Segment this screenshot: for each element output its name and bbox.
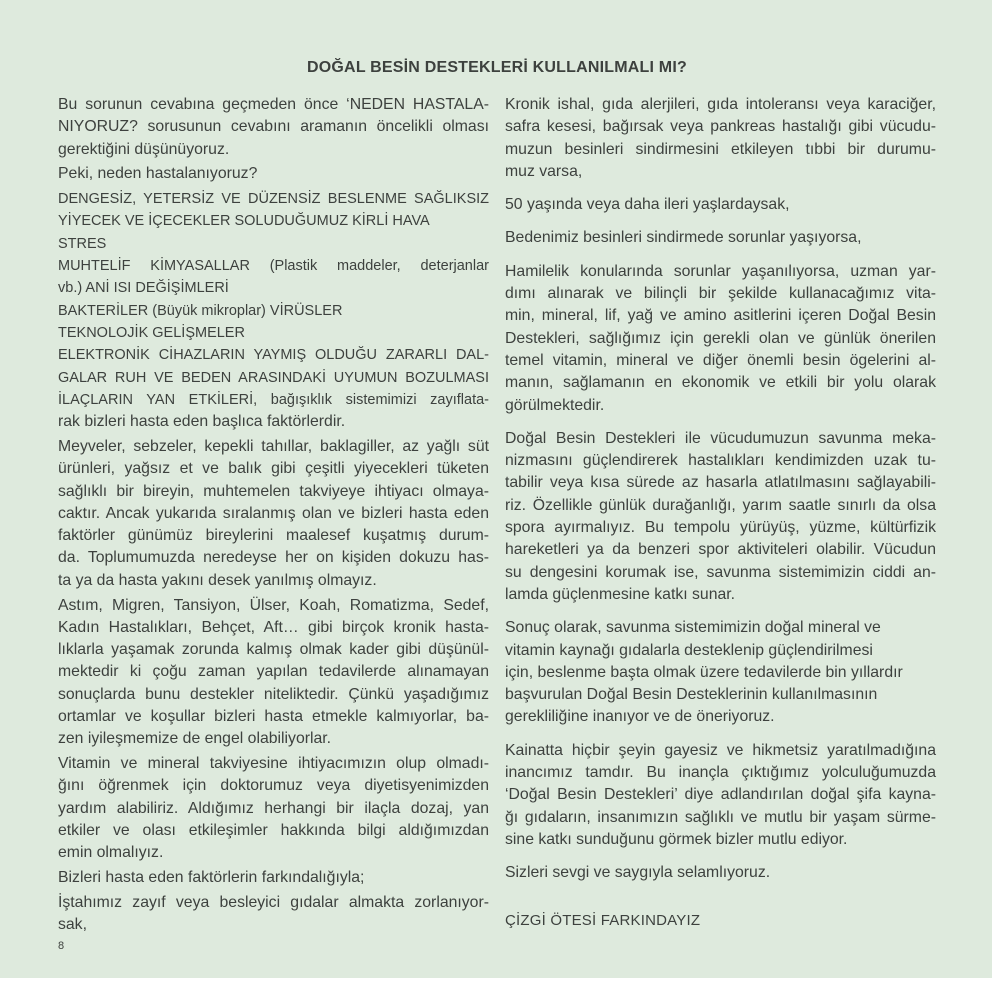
paragraph: [505, 194, 936, 216]
text-line: Doğal Besin Destekleri ile vücudumuzun savunma meka-: [505, 429, 936, 447]
text-line: riz. Özellikle günlük durağanlığı, yarım saatle sınırlı da olsa: [505, 496, 936, 514]
text-line: MUHTELİF KİMYASALLAR (Plastik maddeler, deterjanlar: [58, 258, 489, 275]
text-line: vb.) ANİ ISI DEĞİŞİMLERİ: [58, 280, 229, 297]
text-line: sağlıklı bir bireyin, muhtemelen takviyeye ihtiyacı olmaya-: [58, 482, 489, 500]
text-line: Sonuç olarak, savunma sistemimizin doğal mineral ve: [505, 619, 881, 637]
text-line: dımı alınarak ve bilinçli bir şekilde kullanacağımız vita-: [505, 285, 936, 303]
paragraph: [505, 227, 936, 249]
paragraph: [505, 740, 936, 851]
text-line: temel vitamin, mineral ve diğer önemli besin ögelerini al-: [505, 351, 936, 369]
text-line: gerektiğini düşünüyoruz.: [58, 140, 230, 158]
text-line: vitamin kaynağı gıdalarla desteklenip güçlendirilmesi: [505, 641, 873, 659]
text-line: sak,: [58, 916, 87, 934]
paragraph: [505, 261, 936, 417]
paragraph: [58, 753, 489, 864]
text-line: inancımız tamdır. Bu inançla çıktığımız yolculuğumuzda: [505, 764, 936, 782]
text-line: DENGESİZ, YETERSİZ VE DÜZENSİZ BESLENME SAĞLIKSIZ: [58, 191, 489, 208]
text-line: görülmektedir.: [505, 396, 605, 414]
page-title: DOĞAL BESİN DESTEKLERİ KULLANILMALI MI?: [307, 59, 687, 76]
text-line: min, mineral, lif, yağ ve amino asitlerini içeren Doğal Besin: [505, 307, 936, 325]
text-line: STRES: [58, 235, 107, 252]
text-line: faktörler günümüz bireylerini maalesef kuşatmış durum-: [58, 527, 489, 545]
text-line: Sizleri sevgi ve saygıyla selamlıyoruz.: [505, 864, 771, 882]
text-line: Kronik ishal, gıda alerjileri, gıda intoleransı veya karaciğer,: [505, 96, 936, 113]
paragraph: [58, 188, 489, 433]
bottom-white-strip: [0, 978, 992, 992]
paragraph: [505, 94, 936, 183]
text-line: emin olmalıyız.: [58, 844, 164, 862]
two-column-layout: [58, 94, 936, 953]
text-line: sine katkı sunduğunu görmek bizler mutlu ediyor.: [505, 830, 848, 848]
paragraph: [58, 892, 489, 937]
text-line: Bizleri hasta eden faktörlerin farkındalığıyla;: [58, 869, 365, 887]
left-column: [58, 94, 489, 953]
text-line: ürünleri, yağsız et ve balık gibi çeşitli yiyecekleri tüketen: [58, 460, 489, 478]
paragraph: [58, 163, 489, 185]
text-line: rak bizleri hasta eden başlıca faktörlerdir.: [58, 413, 346, 431]
right-column: [505, 94, 936, 931]
paragraph: [505, 862, 936, 884]
text-line: muzun besinleri sindirmesini etkileyen tıbbi bir durumu-: [505, 140, 936, 158]
text-line: mektedir ki çoğu zaman yapılan tedavilerde alınamayan: [58, 663, 489, 681]
text-line: lıklarla yaşamak zorunda kalmış olmak kader gibi düşünül-: [58, 641, 489, 659]
text-line: yardım alabiliriz. Aldığımız herhangi bir ilaçla dozaj, yan: [58, 799, 489, 817]
text-line: su dengesini korumak ise, savunma sistemimizin ciddi an-: [505, 563, 936, 581]
text-line: için, beslenme başta olmak üzere tedavilerde bin yıllardır: [505, 663, 903, 681]
paragraph: [58, 94, 489, 161]
text-line: İLAÇLARIN YAN ETKİLERİ, bağışıklık sistemimizi zayıflata-: [58, 391, 489, 408]
text-line: BAKTERİLER (Büyük mikroplar) VİRÜSLER: [58, 302, 343, 319]
text-line: zen iyileşmemize de engel olabiliyorlar.: [58, 730, 332, 748]
paragraph: [58, 595, 489, 751]
text-line: safra kesesi, bağırsak veya pankreas hastalığı gibi vücudu-: [505, 118, 936, 136]
text-line: tabilir veya kısa sürede az hasarla atlatılmasını sağlayabili-: [505, 474, 936, 492]
text-line: Kainatta hiçbir şeyin gayesiz ve hikmetsiz yaratılmadığına: [505, 741, 936, 759]
page-number: 8: [58, 939, 65, 952]
text-line: ELEKTRONİK CİHAZLARIN YAYMIŞ OLDUĞU ZARARLI DAL-: [58, 347, 489, 364]
text-line: manın, sağlamanın en ekonomik ve etkili bir yolu olarak: [505, 374, 936, 392]
text-line: ta ya da hasta yakını desek yanılmış olmayız.: [58, 571, 377, 589]
paragraph: [58, 436, 489, 592]
text-line: Destekleri, sağlığımız için gerekli olan ve günlük önerilen: [505, 329, 936, 347]
text-line: hareketleri ya da benzeri spor aktiviteleri olabilir. Vücudun: [505, 541, 936, 559]
text-line: 50 yaşında veya daha ileri yaşlardaysak,: [505, 196, 790, 214]
text-line: Vitamin ve mineral takviyesine ihtiyacımızın olup olmadı-: [58, 755, 489, 773]
paragraph: [505, 428, 936, 606]
text-line: NIYORUZ? sorusunun cevabını aramanın öncelikli olması: [58, 118, 489, 136]
text-line: Hamilelik konularında sorunlar yaşanılıyorsa, uzman yar-: [505, 262, 936, 280]
page-content: [58, 58, 936, 953]
text-line: Kadın Hastalıkları, Behçet, Aft… gibi birçok kronik hasta-: [58, 618, 489, 636]
text-line: da. Toplumumuzda neredeyse her on kişiden dokuzu has-: [58, 549, 489, 567]
paragraph: [58, 867, 489, 889]
text-line: ortamlar ve koşullar bizleri hasta etmekle kalmıyorlar, ba-: [58, 708, 489, 726]
text-line: İştahımız zayıf veya besleyici gıdalar almakta zorlanıyor-: [58, 893, 489, 911]
text-line: etkiler ve olası etkileşimler hakkında bilgi aldığımızdan: [58, 822, 489, 839]
text-line: Meyveler, sebzeler, kepekli tahıllar, baklagiller, az yağlı süt: [58, 437, 489, 455]
text-line: Peki, neden hastalanıyoruz?: [58, 165, 258, 183]
text-line: caktır. Ancak yukarıda sıralanmış olan ve bizleri hasta eden: [58, 504, 489, 522]
text-line: TEKNOLOJİK GELİŞMELER: [58, 324, 245, 341]
text-line: lamda güçlenmesine katkı sunar.: [505, 585, 736, 603]
text-line: Bedenimiz besinleri sindirmede sorunlar yaşıyorsa,: [505, 229, 862, 247]
text-line: muz varsa,: [505, 162, 583, 180]
text-line: başvurulan Doğal Besin Desteklerinin kullanılmasının: [505, 686, 878, 704]
text-line: gerekliliğine inanıyor ve de öneriyoruz.: [505, 708, 775, 726]
text-line: ğını öğrenmek için doktorumuz veya diyetisyenimizden: [58, 777, 489, 795]
paragraph: [505, 617, 936, 728]
text-line: ğı gıdaların, insanımızın sağlıklı ve mutlu bir yaşam sürme-: [505, 808, 936, 826]
text-line: sonuçlarda bunu destekler niteliktedir. Çünkü yaşadığımız: [58, 685, 489, 703]
text-line: Bu sorunun cevabına geçmeden önce ‘NEDEN HASTALA-: [58, 96, 489, 113]
text-line: YİYECEK VE İÇECEKLER SOLUDUĞUMUZ KİRLİ HAVA: [58, 213, 430, 230]
text-line: nizmasını güçlendirerek hastalıkları kendimizden uzak tu-: [505, 452, 936, 470]
text-line: spora ayırmalıyız. Bu tempolu yürüyüş, yüzme, kültürfizik: [505, 519, 936, 537]
text-line: ‘Doğal Besin Destekleri’ diye adlandırılan doğal şifa kayna-: [505, 786, 936, 804]
text-line: Astım, Migren, Tansiyon, Ülser, Koah, Romatizma, Sedef,: [58, 596, 489, 614]
signature-line: ÇİZGİ ÖTESİ FARKINDAYIZ: [505, 911, 701, 929]
text-line: GALAR RUH VE BEDEN ARASINDAKİ UYUMUN BOZULMASI: [58, 369, 489, 386]
